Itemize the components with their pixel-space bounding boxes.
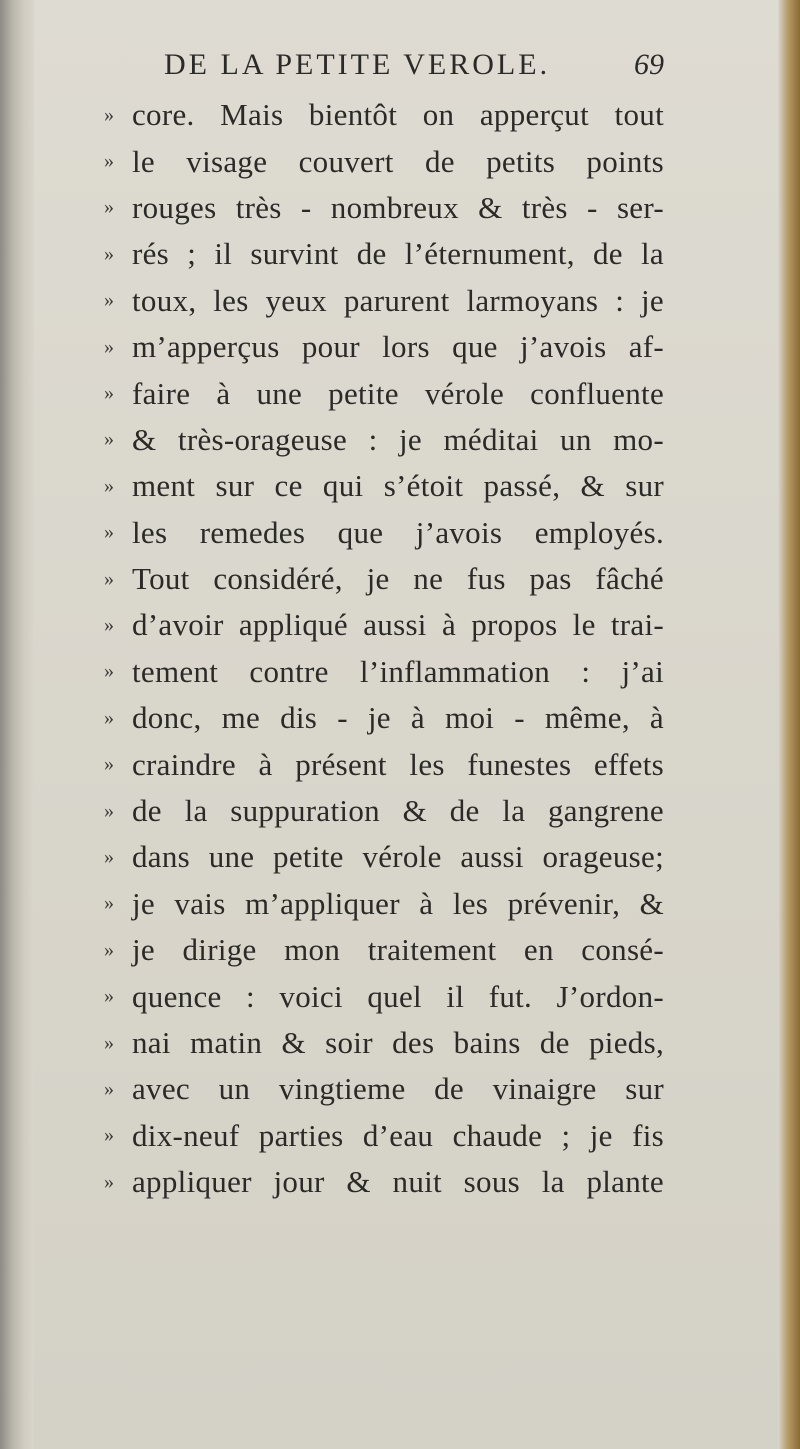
- text-line: [104, 1066, 664, 1112]
- text-line: [104, 324, 664, 370]
- text-line: [104, 695, 664, 741]
- quotation-mark: »: [104, 382, 114, 405]
- quotation-mark: »: [104, 1077, 114, 1100]
- text-line: [104, 973, 664, 1019]
- text-line: [104, 417, 664, 463]
- quotation-mark: »: [104, 985, 114, 1008]
- text-line: [104, 556, 664, 602]
- text-line: [104, 370, 664, 416]
- page-edge: [778, 0, 800, 1449]
- text-line: [104, 463, 664, 509]
- quotation-mark: »: [104, 1170, 114, 1193]
- line-text: quence : voici quel il fut. J’ordon-: [132, 978, 664, 1014]
- quotation-mark: »: [104, 335, 114, 358]
- line-text: m’apperçus pour lors que j’avois af-: [132, 329, 664, 365]
- book-page: [34, 0, 778, 1449]
- text-line: [104, 788, 664, 834]
- line-text: d’avoir appliqué aussi à propos le trai-: [132, 607, 664, 643]
- body-text: [104, 92, 664, 1205]
- text-line: [104, 1113, 664, 1159]
- text-line: [104, 1159, 664, 1205]
- quotation-mark: »: [104, 521, 114, 544]
- text-line: [104, 185, 664, 231]
- line-text: dix-neuf parties d’eau chaude ; je fis: [132, 1117, 664, 1153]
- line-text: rouges très - nombreux & très - ser-: [132, 189, 664, 225]
- line-text: faire à une petite vérole confluente: [132, 375, 664, 411]
- text-line: [104, 927, 664, 973]
- quotation-mark: »: [104, 242, 114, 265]
- line-text: Tout considéré, je ne fus pas fâché: [132, 561, 664, 597]
- text-line: [104, 138, 664, 184]
- line-text: appliquer jour & nuit sous la plante: [132, 1164, 664, 1200]
- line-text: donc, me dis - je à moi - même, à: [132, 700, 664, 736]
- text-line: [104, 231, 664, 277]
- line-text: tement contre l’inflammation : j’ai: [132, 653, 664, 689]
- line-text: & très-orageuse : je méditai un mo-: [132, 421, 664, 457]
- line-text: toux, les yeux parurent larmoyans : je: [132, 282, 664, 318]
- quotation-mark: »: [104, 845, 114, 868]
- line-text: rés ; il survint de l’éternument, de la: [132, 236, 664, 272]
- line-text: dans une petite vérole aussi orageuse;: [132, 839, 664, 875]
- line-text: nai matin & soir des bains de pieds,: [132, 1025, 664, 1060]
- quotation-mark: »: [104, 103, 114, 126]
- text-line: [104, 510, 664, 556]
- quotation-mark: »: [104, 196, 114, 219]
- quotation-mark: »: [104, 892, 114, 915]
- text-line: [104, 649, 664, 695]
- page-header: [164, 48, 664, 92]
- line-text: je dirige mon traitement en consé-: [132, 932, 664, 968]
- text-line: [104, 602, 664, 648]
- text-line: [104, 278, 664, 324]
- quotation-mark: »: [104, 753, 114, 776]
- text-line: [104, 741, 664, 787]
- line-text: core. Mais bientôt on apperçut tout: [132, 97, 664, 133]
- quotation-mark: »: [104, 706, 114, 729]
- text-line: [104, 92, 664, 138]
- text-line: [104, 834, 664, 880]
- quotation-mark: »: [104, 289, 114, 312]
- quotation-mark: »: [104, 150, 114, 173]
- line-text: craindre à présent les funestes effets: [132, 746, 664, 782]
- line-text: avec un vingtieme de vinaigre sur: [132, 1071, 664, 1107]
- quotation-mark: »: [104, 613, 114, 636]
- quotation-mark: »: [104, 938, 114, 961]
- line-text: le visage couvert de petits points: [132, 143, 664, 179]
- page-number: 69: [634, 48, 664, 81]
- quotation-mark: »: [104, 1124, 114, 1147]
- quotation-mark: »: [104, 567, 114, 590]
- line-text: de la suppuration & de la gangrene: [132, 793, 664, 829]
- quotation-mark: »: [104, 1031, 114, 1054]
- quotation-mark: »: [104, 799, 114, 822]
- quotation-mark: »: [104, 428, 114, 451]
- quotation-mark: »: [104, 660, 114, 683]
- quotation-mark: »: [104, 474, 114, 497]
- text-line: [104, 881, 664, 927]
- line-text: ment sur ce qui s’étoit passé, & sur: [132, 468, 664, 504]
- line-text: les remedes que j’avois employés.: [132, 514, 664, 550]
- text-line: [104, 1020, 664, 1066]
- book-spine-shadow: [0, 0, 34, 1449]
- running-head: DE LA PETITE VEROLE.: [164, 48, 551, 81]
- line-text: je vais m’appliquer à les prévenir, &: [132, 885, 664, 921]
